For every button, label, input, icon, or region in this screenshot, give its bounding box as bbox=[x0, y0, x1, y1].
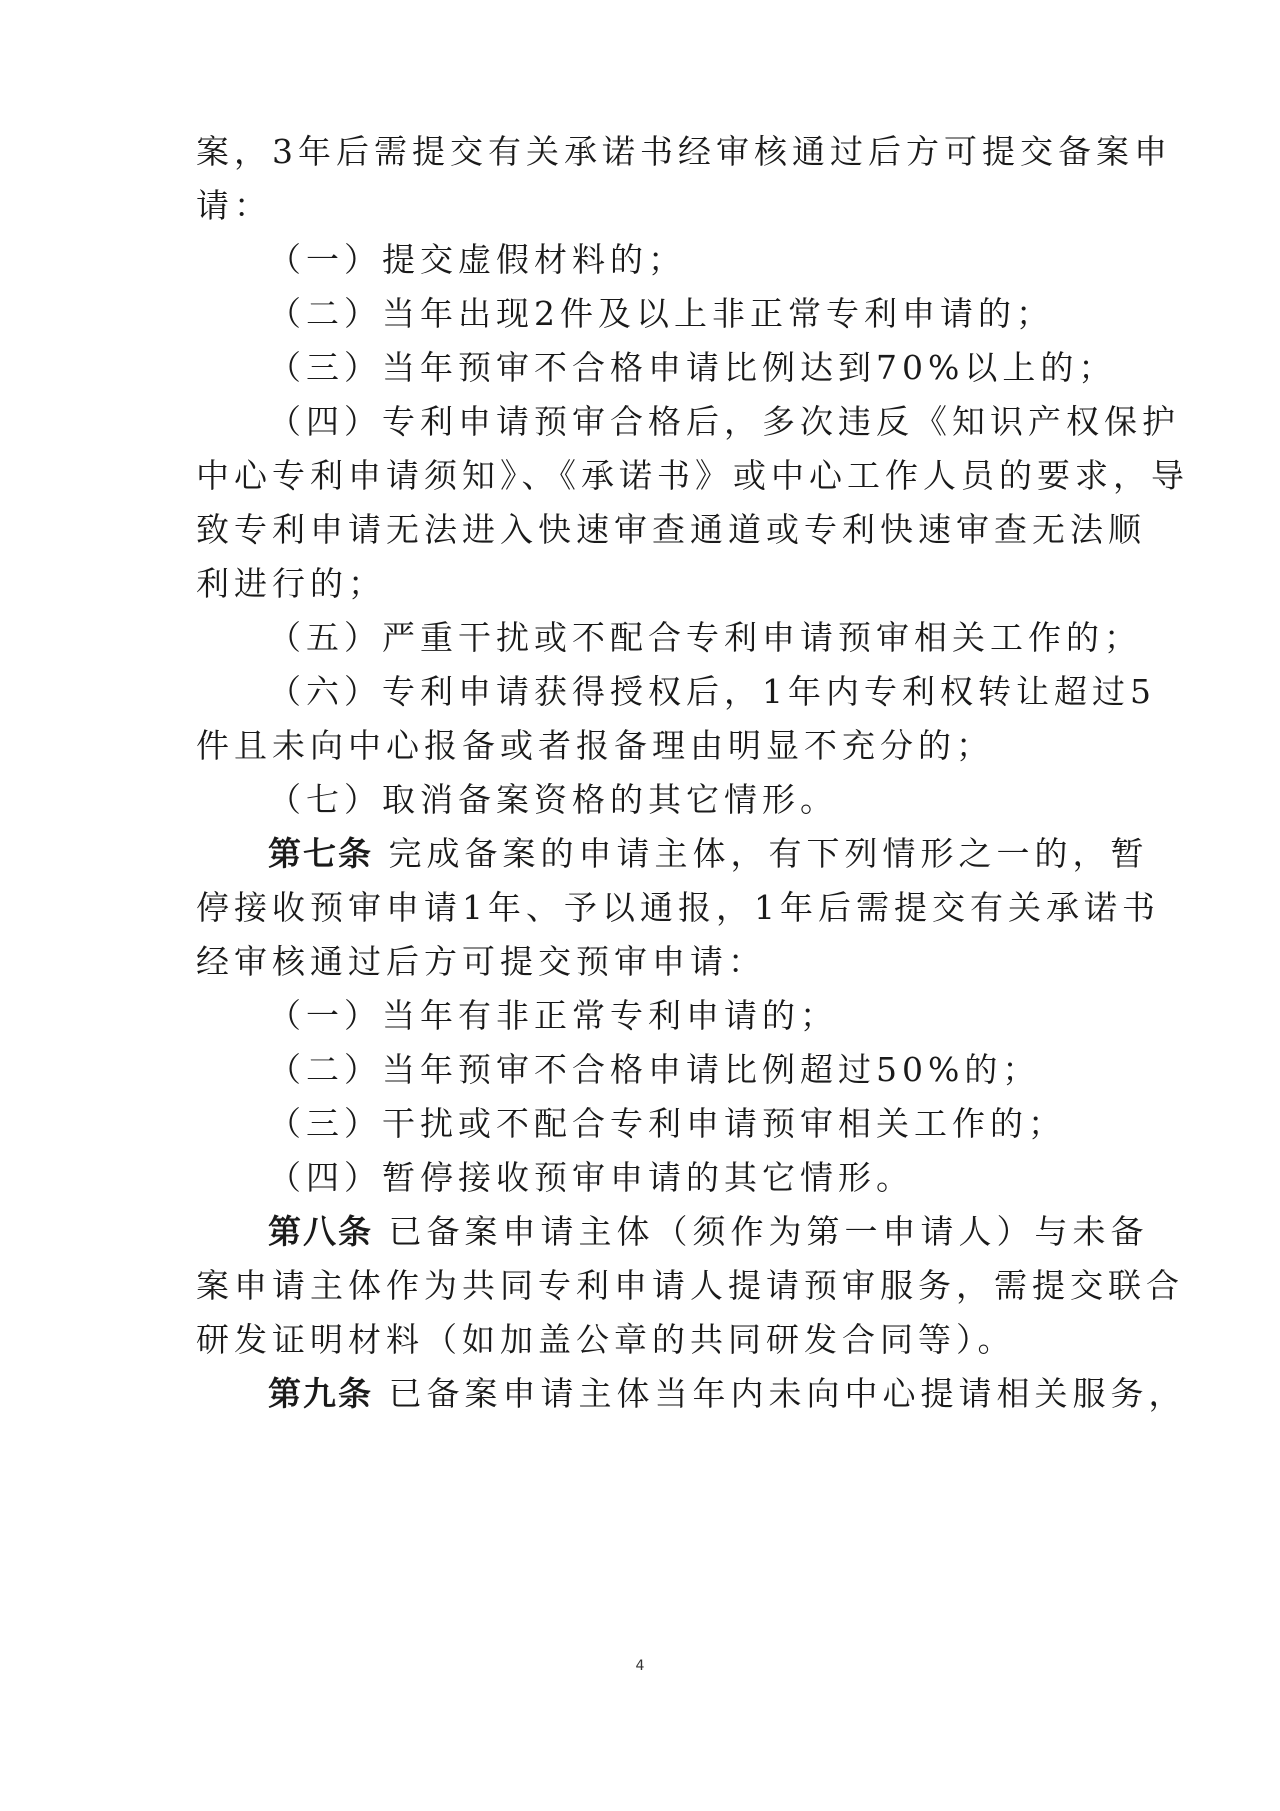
text-line-12: 件且未向中心报备或者报备理由明显不充分的； bbox=[196, 726, 994, 765]
article-7-heading: 第七条 bbox=[268, 834, 373, 873]
text-line-8: 致专利申请无法进入快速审查通道或专利快速审查无法顺 bbox=[196, 510, 1146, 549]
text-line-19: （三）干扰或不配合专利申请预审相关工作的； bbox=[268, 1104, 1066, 1143]
text-line-17: （一）当年有非正常专利申请的； bbox=[268, 996, 838, 1035]
article-9-heading: 第九条 bbox=[268, 1374, 373, 1413]
text-line-22: 案申请主体作为共同专利申请人提请预审服务，需提交联合 bbox=[196, 1266, 1184, 1305]
text-line-18: （二）当年预审不合格申请比例超过50%的； bbox=[268, 1050, 1041, 1089]
text-line-5: （三）当年预审不合格申请比例达到70%以上的； bbox=[268, 348, 1117, 387]
text-line-16: 经审核通过后方可提交预审申请： bbox=[196, 942, 766, 981]
article-7-line bbox=[268, 834, 1168, 874]
article-9-line bbox=[268, 1374, 1187, 1414]
page-number: 4 bbox=[635, 1658, 645, 1674]
text-line-11: （六）专利申请获得授权后，1年内专利权转让超过5 bbox=[268, 672, 1156, 711]
text-line-15: 停接收预审申请1年、予以通报，1年后需提交有关承诺书 bbox=[196, 888, 1160, 927]
text-line-9: 利进行的； bbox=[196, 564, 386, 603]
text-line-13: （七）取消备案资格的其它情形。 bbox=[268, 780, 838, 819]
text-line-4: （二）当年出现2件及以上非正常专利申请的； bbox=[268, 294, 1054, 333]
text-line-10: （五）严重干扰或不配合专利申请预审相关工作的； bbox=[268, 618, 1142, 657]
text-line-6: （四）专利申请预审合格后，多次违反《知识产权保护 bbox=[268, 402, 1180, 441]
text-line-3: （一）提交虚假材料的； bbox=[268, 240, 686, 279]
article-8-text: 已备案申请主体（须作为第一申请人）与未备 bbox=[388, 1212, 1149, 1251]
text-line-2: 请： bbox=[196, 186, 272, 225]
article-9-text: 已备案申请主体当年内未向中心提请相关服务， bbox=[388, 1374, 1187, 1413]
article-8-line bbox=[268, 1212, 1168, 1252]
article-7-text: 完成备案的申请主体，有下列情形之一的，暂 bbox=[388, 834, 1149, 873]
article-8-heading: 第八条 bbox=[268, 1212, 373, 1251]
text-line-20: （四）暂停接收预审申请的其它情形。 bbox=[268, 1158, 914, 1197]
text-line-1: 案，3年后需提交有关承诺书经审核通过后方可提交备案申 bbox=[196, 132, 1172, 171]
text-line-23: 研发证明材料（如加盖公章的共同研发合同等）。 bbox=[196, 1320, 1016, 1359]
text-line-7: 中心专利申请须知》、《承诺书》或中心工作人员的要求，导 bbox=[196, 456, 1189, 495]
